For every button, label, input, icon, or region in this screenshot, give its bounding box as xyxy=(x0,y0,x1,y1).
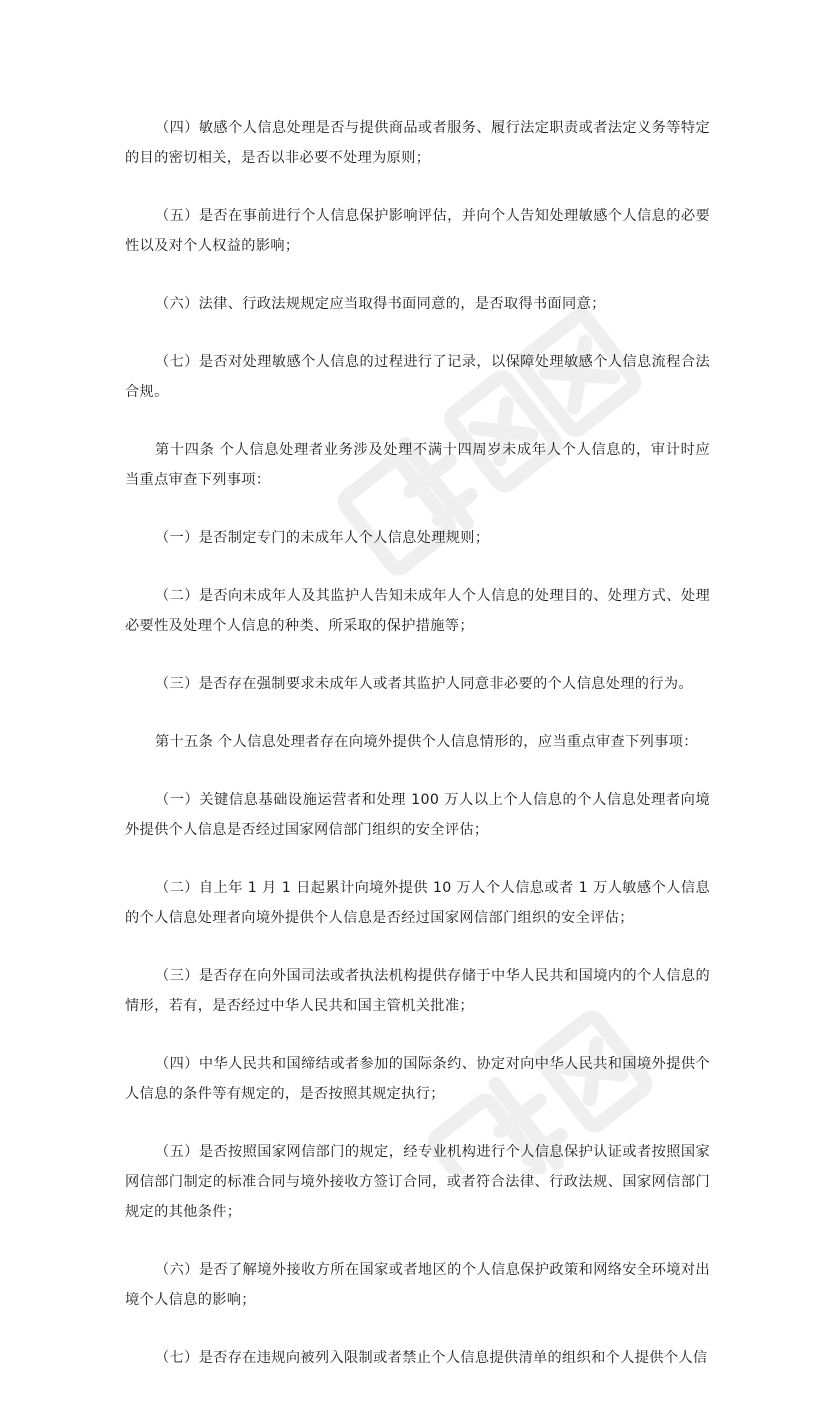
paragraph: （四）敏感个人信息处理是否与提供商品或者服务、履行法定职责或者法定义务等特定的目的密切相关，是否以非必要不处理为原则； xyxy=(125,120,710,166)
paragraph: （三）是否存在强制要求未成年人或者其监护人同意非必要的个人信息处理的行为。 xyxy=(155,676,693,692)
paragraph: （一）是否制定专门的未成年人个人信息处理规则； xyxy=(155,530,490,546)
paragraph: （一）关键信息基础设施运营者和处理 100 万人以上个人信息的个人信息处理者向境外提供个人信息是否经过国家网信部门组织的安全评估； xyxy=(125,792,710,838)
paragraph: （七）是否存在违规向被列入限制或者禁止个人信息提供清单的组织和个人提供个人信 xyxy=(155,1350,708,1366)
paragraph: （三）是否存在向外国司法或者执法机构提供存储于中华人民共和国境内的个人信息的情形，若有，是否经过中华人民共和国主管机关批准； xyxy=(125,968,710,1014)
document-body xyxy=(125,113,710,1401)
paragraph: （六）是否了解境外接收方所在国家或者地区的个人信息保护政策和网络安全环境对出境个人信息的影响； xyxy=(125,1262,710,1308)
paragraph: （五）是否按照国家网信部门的规定，经专业机构进行个人信息保护认证或者按照国家网信部门制定的标准合同与境外接收方签订合同，或者符合法律、行政法规、国家网信部门规定的其他条件； xyxy=(125,1144,710,1220)
paragraph: （二）自上年 1 月 1 日起累计向境外提供 10 万人个人信息或者 1 万人敏感个人信息的个人信息处理者向境外提供个人信息是否经过国家网信部门组织的安全评估； xyxy=(125,880,710,926)
paragraph: （六）法律、行政法规规定应当取得书面同意的，是否取得书面同意； xyxy=(155,296,606,312)
article-heading-paragraph: 第十四条 个人信息处理者业务涉及处理不满十四周岁未成年人个人信息的，审计时应当重点审查下列事项： xyxy=(125,442,710,488)
paragraph: （四）中华人民共和国缔结或者参加的国际条约、协定对向中华人民共和国境外提供个人信息的条件等有规定的，是否按照其规定执行； xyxy=(125,1056,710,1102)
article-heading-paragraph: 第十五条 个人信息处理者存在向境外提供个人信息情形的，应当重点审查下列事项： xyxy=(155,734,698,750)
paragraph: （二）是否向未成年人及其监护人告知未成年人个人信息的处理目的、处理方式、处理必要性及处理个人信息的种类、所采取的保护措施等； xyxy=(125,588,710,634)
paragraph: （五）是否在事前进行个人信息保护影响评估，并向个人告知处理敏感个人信息的必要性以及对个人权益的影响； xyxy=(125,208,710,254)
paragraph: （七）是否对处理敏感个人信息的过程进行了记录，以保障处理敏感个人信息流程合法合规。 xyxy=(125,354,710,400)
